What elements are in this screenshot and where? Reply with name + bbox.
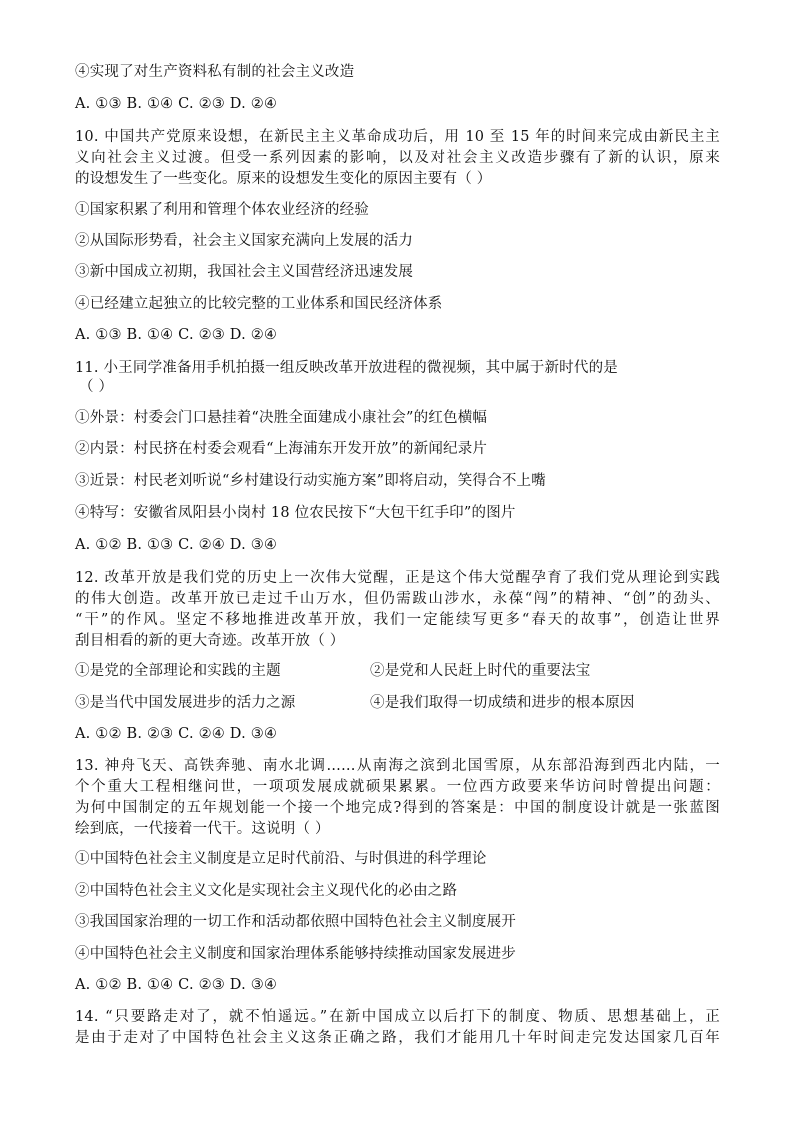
question-10-text: 的设想发生了一些变化。原来的设想发生变化的原因主要有（ ）	[75, 171, 492, 187]
option-line: ③近景：村民老刘听说“乡村建设行动实施方案”即将启动，笑得合不上嘴	[75, 473, 546, 489]
answer-choices: A. ①② B. ①④ C. ②③ D. ③④	[75, 977, 278, 993]
question-10-text: 义向社会主义过渡。但受一系列因素的影响，以及对社会主义改造步骤有了新的认识，原来	[75, 150, 720, 166]
answer-choices: A. ①③ B. ①④ C. ②③ D. ②④	[75, 327, 278, 343]
option-line: ②从国际形势看，社会主义国家充满向上发展的活力	[75, 233, 414, 249]
option-line: ④已经建立起独立的比较完整的工业体系和国民经济体系	[75, 296, 443, 312]
question-14-text: 14. “只要路走对了，就不怕遥远。”在新中国成立以后打下的制度、物质、思想基础上，正	[75, 1009, 720, 1025]
question-12-text: 刮目相看的新的更大奇迹。改革开放（ ）	[75, 633, 345, 649]
option-line: ①中国特色社会主义制度是立足时代前沿、与时俱进的科学理论	[75, 851, 487, 867]
option-line: ④特写：安徽省凤阳县小岗村 18 位农民按下“大包干红手印”的图片	[75, 505, 516, 521]
option-line: ①国家积累了利用和管理个体农业经济的经验	[75, 202, 369, 218]
question-11-text: 11. 小王同学准备用手机拍摄一组反映改革开放进程的微视频，其中属于新时代的是	[75, 360, 618, 376]
option-line: ③新中国成立初期，我国社会主义国营经济迅速发展	[75, 264, 414, 280]
question-11-text: （ ）	[79, 379, 114, 395]
question-12-text: 12. 改革开放是我们党的历史上一次伟大觉醒，正是这个伟大觉醒孕育了我们党从理论到实践	[75, 570, 720, 586]
option-line: ①外景：村委会门口悬挂着“决胜全面建成小康社会”的红色横幅	[75, 410, 488, 426]
question-10-text: 10. 中国共产党原来设想，在新民主主义革命成功后，用 10 至 15 年的时间来完成由新民主主	[75, 129, 720, 145]
answer-choices: A. ①② B. ①③ C. ②④ D. ③④	[75, 537, 278, 553]
question-12-text: “干”的作风。坚定不移地推进改革开放，我们一定能续写更多“春天的故事”，创造让世界	[75, 612, 720, 628]
answer-choices: A. ①② B. ②③ C. ②④ D. ③④	[75, 726, 278, 742]
question-14-text: 是由于走对了中国特色社会主义这条正确之路，我们才能用几十年时间走完发达国家几百年	[75, 1030, 720, 1046]
answer-choices: A. ①③ B. ①④ C. ②③ D. ②④	[75, 96, 278, 112]
option-line: ④实现了对生产资料私有制的社会主义改造	[75, 64, 355, 80]
question-12-text: 的伟大创造。改革开放已走过千山万水，但仍需跋山涉水，永葆“闯”的精神、“创”的劲头、	[75, 591, 720, 607]
option-line: ①是党的全部理论和实践的主题	[75, 663, 281, 679]
option-line: ②内景：村民挤在村委会观看“上海浦东开发开放”的新闻纪录片	[75, 441, 488, 457]
option-line: ④中国特色社会主义制度和国家治理体系能够持续推动国家发展进步	[75, 946, 516, 962]
question-13-text: 绘到底，一代接着一代干。这说明（ ）	[75, 821, 330, 837]
option-line: ②是党和人民赶上时代的重要法宝	[370, 663, 591, 679]
question-13-text: 个个重大工程相继问世，一项项发展成就硕果累累。一位西方政要来华访问时曾提出问题：	[75, 779, 720, 795]
option-line: ③是当代中国发展进步的活力之源	[75, 695, 296, 711]
question-13-text: 为何中国制定的五年规划能一个接一个地完成?得到的答案是：中国的制度设计就是一张蓝图	[75, 800, 720, 816]
option-line: ③我国国家治理的一切工作和活动都依照中国特色社会主义制度展开	[75, 914, 516, 930]
option-line: ④是我们取得一切成绩和进步的根本原因	[370, 695, 635, 711]
option-line: ②中国特色社会主义文化是实现社会主义现代化的必由之路	[75, 883, 458, 899]
question-13-text: 13. 神舟飞天、高铁奔驰、南水北调……从南海之滨到北国雪原，从东部沿海到西北内陆，一	[75, 758, 720, 774]
